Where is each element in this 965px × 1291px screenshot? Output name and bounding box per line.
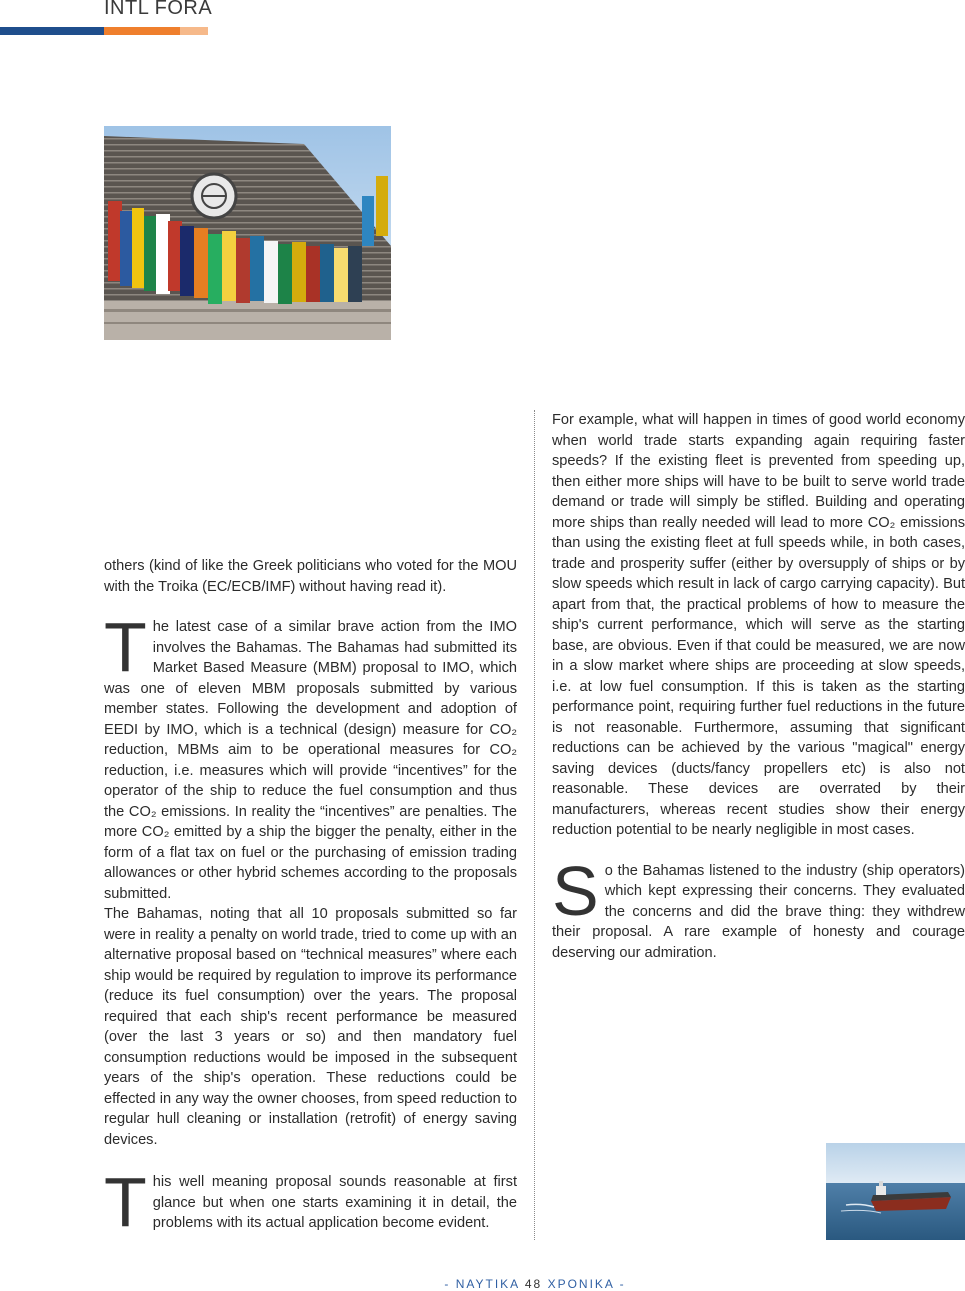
- page-footer: [0, 1277, 965, 1291]
- left-paragraph-1: others (kind of like the Greek politicians who voted for the MOU with the Troika (EC/ECB/IMF) without having read it).: [104, 558, 517, 595]
- ship-illustration: [826, 1143, 965, 1240]
- drop-cap: T: [104, 1163, 147, 1241]
- section-title: INTL FORA: [104, 0, 213, 19]
- ship-photo: [826, 1143, 965, 1240]
- left-paragraph-3: The Bahamas, noting that all 10 proposals submitted so far were in reality a penalty on world trade, tried to come up with an alternative proposal based on “technical measures” where each ship would be required by regulation to improve its performance (reduce its fuel consumption) over the years. The proposal required that each ship's recent performance be measured (over the last 3 years or so) and then mandatory fuel consumption reductions would be imposed in the subsequent years of the ship's operation. These reductions could be effected in any way the owner chooses, from speed reduction to regular hull cleaning or installation (retrofit) of energy saving devices.: [104, 906, 517, 1148]
- page-number: 48: [524, 1277, 543, 1291]
- imo-building-photo: [104, 126, 391, 340]
- header-rule-blue: [0, 27, 104, 35]
- right-paragraph-2-body: o the Bahamas listened to the industry (ship operators) which kept expressing their concerns. They evaluated the concerns and did the brave thing: they withdrew their proposal. A rare example of honesty and courage deserving our admiration.: [552, 862, 965, 961]
- left-column: [104, 556, 517, 1150]
- drop-cap: T: [104, 608, 147, 686]
- right-column: [552, 410, 965, 963]
- right-paragraph-2: [552, 851, 965, 964]
- left-paragraph-2: [104, 608, 517, 904]
- left-paragraph-4-body: his well meaning proposal sounds reasonable at first glance but when one starts examining it in detail, the problems with its actual application become evident.: [152, 1174, 517, 1231]
- header-rule-orange: [104, 27, 180, 35]
- left-paragraph-2-body: he latest case of a similar brave action from the IMO involves the Bahamas. The Bahamas had submitted its Market Based Measure (MBM) proposal to IMO, which was one of eleven MBM proposals submitted by various member states. Following the development and adoption of EEDI by IMO, which is a technical (design) measure for CO₂ reduction, MBMs aim to be operational measures for CO₂ reduction, i.e. measures which will provide “incentives” for the operator of the ship to reduce the fuel consumption and thus the CO₂ emissions. In reality the “incentives” are penalties. The more CO₂ emitted by a ship the bigger the penalty, either in the form of a flat tax on fuel or the purchasing of emission trading allowances or other hybrid schemes according to the proposals submitted.: [104, 619, 517, 902]
- footer-left: - ΝΑΥΤΙΚΑ: [444, 1277, 520, 1291]
- drop-cap: S: [552, 851, 599, 930]
- right-paragraph-1: For example, what will happen in times of good world economy when world trade starts expanding again requiring faster speeds? If the existing fleet is prevented from speeding up, then either more ships will have to be built to serve world trade demand or trade will simply be stifled. Building and operating more ships than really needed will lead to more CO₂ emissions than using the existing fleet at full speeds while, in both cases, trade and prosperity suffer (either by oversupply of ships or by slow speeds which result in lack of cargo carrying capacity). But apart from that, the practical problems of how to measure the ship's current performance, which will serve as the starting base, are obvious. Even if that could be measured, we are now in a slow market where ships are proceeding at slow speeds, i.e. at low fuel consumption. If this is taken as the starting performance point, requiring further fuel reductions in the future is not reasonable. Furthermore, assuming that significant reductions can be achieved by the various "magical" energy saving devices (ducts/fancy propellers etc) is also not reasonable. These devices are overrated by their manufacturers, whereas recent studies show their energy reduction potential to be nearly negligible in most cases.: [552, 412, 965, 838]
- footer-right: ΧΡΟΝΙΚΑ -: [547, 1277, 626, 1291]
- left-column-bottom: [104, 1163, 517, 1241]
- header-rule-peach: [180, 27, 208, 35]
- imo-building-illustration: [104, 126, 391, 340]
- column-divider: [534, 410, 535, 1240]
- left-paragraph-4: [104, 1163, 517, 1241]
